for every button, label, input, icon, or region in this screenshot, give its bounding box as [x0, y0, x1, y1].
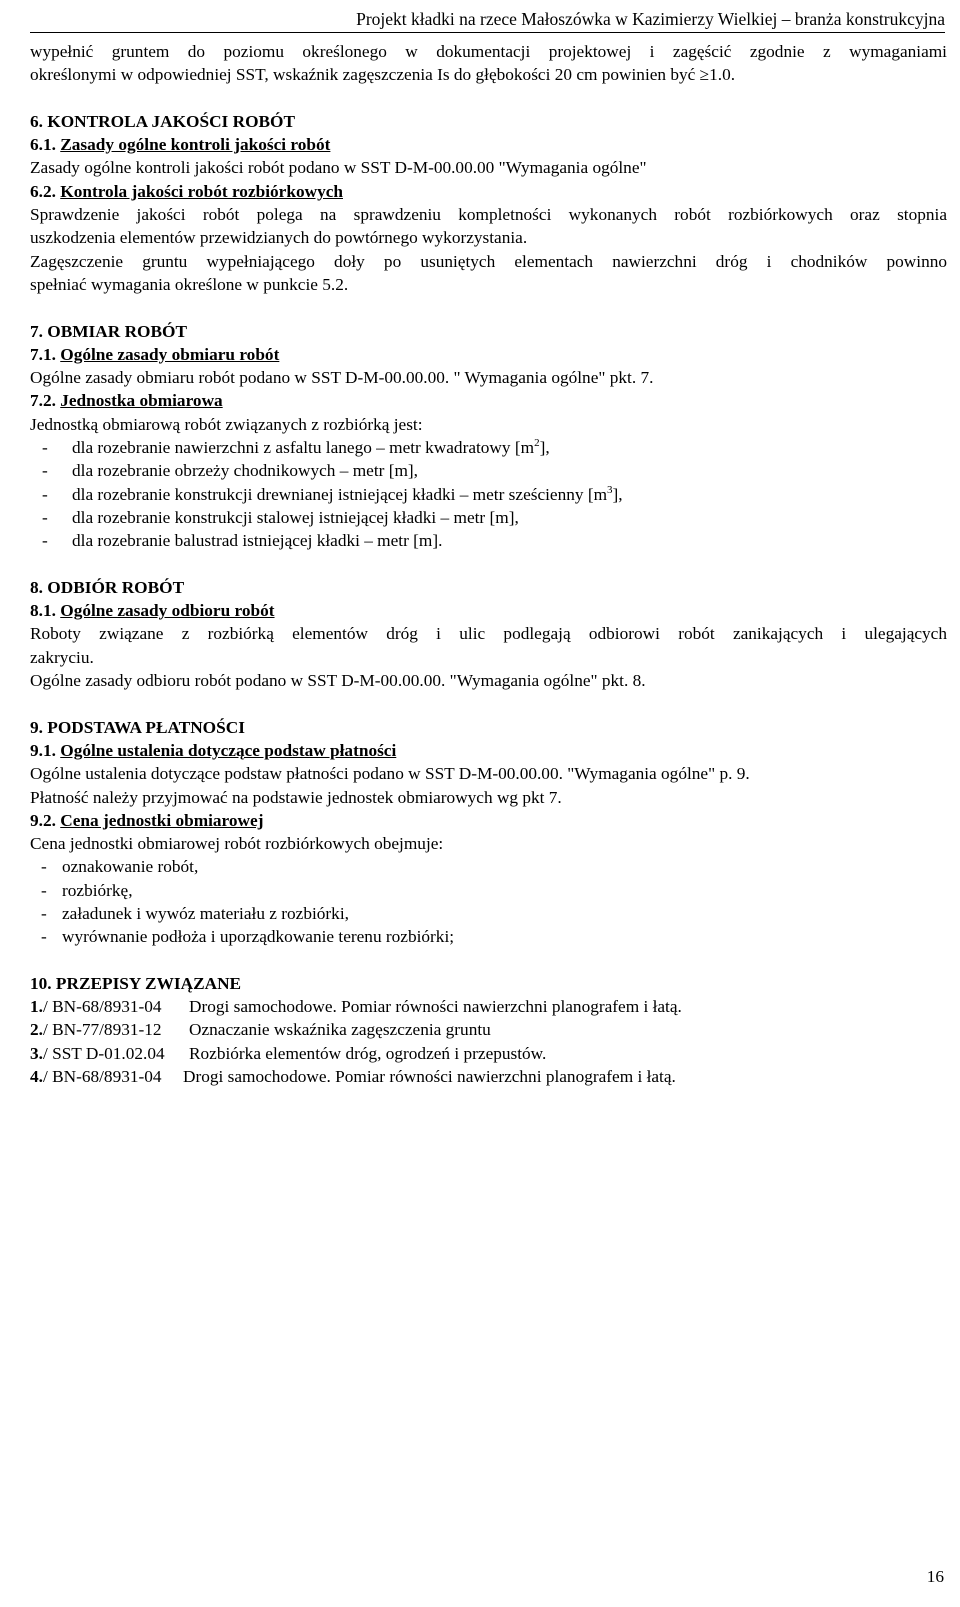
- reference-title: Rozbiórka elementów dróg, ogrodzeń i przepustów.: [189, 1043, 547, 1063]
- section-9-1-para-1: Ogólne ustalenia dotyczące podstaw płatności podano w SST D-M-00.00.00. "Wymagania ogólne" p. 9.: [30, 764, 750, 784]
- list-item-text: rozbiórkę,: [62, 880, 133, 900]
- list-item: [30, 855, 947, 878]
- reference-item: [30, 995, 947, 1018]
- section-6-2-heading: [30, 180, 947, 203]
- list-item: [30, 879, 947, 902]
- dash-marker: -: [42, 507, 48, 527]
- section-9-2-intro: Cena jednostki obmiarowej robót rozbiórkowych obejmuje:: [30, 834, 444, 854]
- spacer: [30, 87, 947, 110]
- reference-number: 1.: [30, 997, 43, 1017]
- section-6-2-number: 6.2.: [30, 181, 56, 201]
- reference-number: 2.: [30, 1020, 43, 1040]
- list-item: [30, 529, 947, 552]
- list-item: [30, 436, 947, 459]
- reference-number: 4.: [30, 1067, 43, 1087]
- section-9-1-number: 9.1.: [30, 740, 56, 760]
- reference-title: Oznaczanie wskaźnika zagęszczenia gruntu: [189, 1020, 491, 1040]
- section-8-1-number: 8.1.: [30, 601, 56, 621]
- superscript: 3: [607, 483, 613, 496]
- section-9-1-title: Ogólne ustalenia dotyczące podstaw płatności: [60, 740, 397, 760]
- section-6-1-number: 6.1.: [30, 135, 56, 155]
- section-6-2-para-2-line-1: Zagęszczenie gruntu wypełniającego doły po usuniętych elementach nawierzchni dróg i chodników powinno: [30, 251, 947, 271]
- section-8-title: 8. ODBIÓR ROBÓT: [30, 577, 185, 597]
- section-9-2-title: Cena jednostki obmiarowej: [60, 810, 264, 830]
- list-item-suffix: ],: [612, 484, 623, 504]
- section-7-2-number: 7.2.: [30, 391, 56, 411]
- list-item: [30, 459, 947, 482]
- reference-code: / BN-77/8931-12: [42, 1020, 162, 1040]
- list-item-text: dla rozebranie konstrukcji stalowej istniejącej kładki – metr [m],: [72, 507, 519, 527]
- list-item-text: oznakowanie robót,: [62, 857, 199, 877]
- header-rule: [30, 32, 945, 33]
- section-6-2-para-1-line-1: Sprawdzenie jakości robót polega na sprawdzeniu kompletności wykonanych robót rozbiórkowych oraz stopnia: [30, 205, 947, 225]
- dash-marker: -: [42, 531, 48, 551]
- section-7-2-heading: [30, 389, 947, 412]
- list-item: [30, 902, 947, 925]
- unit-list: [30, 436, 947, 552]
- section-7-2-title: Jednostka obmiarowa: [60, 391, 223, 411]
- list-item-text: załadunek i wywóz materiału z rozbiórki,: [62, 903, 349, 923]
- section-9-title: 9. PODSTAWA PŁATNOŚCI: [30, 717, 245, 737]
- document-body: [30, 40, 947, 1088]
- section-8-1-para-1-line-1: Roboty związane z rozbiórką elementów dróg i ulic podlegają odbiorowi robót zanikających i ulegających: [30, 624, 947, 644]
- section-6-2-para-1-line-2: uszkodzenia elementów przewidzianych do powtórnego wykorzystania.: [30, 228, 528, 248]
- section-6-1-heading: [30, 133, 947, 156]
- page-header: [0, 0, 960, 36]
- section-8-1-title: Ogólne zasady odbioru robót: [60, 601, 275, 621]
- reference-title: Drogi samochodowe. Pomiar równości nawierzchni planografem i łatą.: [183, 1067, 676, 1087]
- list-item: [30, 483, 947, 506]
- spacer: [30, 949, 947, 972]
- intro-line-2: określonymi w odpowiedniej SST, wskaźnik zagęszczenia Is do głębokości 20 cm powinien być ≥1.0.: [30, 65, 736, 85]
- section-9-1-heading: [30, 739, 947, 762]
- list-item: [30, 506, 947, 529]
- list-item-text: wyrównanie podłoża i uporządkowanie terenu rozbiórki;: [62, 927, 455, 947]
- dash-marker: -: [42, 438, 48, 458]
- section-7-2-intro: Jednostką obmiarową robót związanych z rozbiórką jest:: [30, 414, 423, 434]
- reference-code: / SST D-01.02.04: [42, 1043, 165, 1063]
- section-6-title: 6. KONTROLA JAKOŚCI ROBÓT: [30, 111, 296, 131]
- reference-code: / BN-68/8931-04: [42, 997, 162, 1017]
- section-6-2-title: Kontrola jakości robót rozbiórkowych: [60, 181, 343, 201]
- list-item-text: dla rozebranie nawierzchni z asfaltu lanego – metr kwadratowy [m: [72, 438, 535, 458]
- spacer: [30, 553, 947, 576]
- section-7-1-title: Ogólne zasady obmiaru robót: [60, 344, 280, 364]
- dash-marker: -: [41, 857, 47, 877]
- section-7-1-text: Ogólne zasady obmiaru robót podano w SST D-M-00.00.00. " Wymagania ogólne" pkt. 7.: [30, 368, 654, 388]
- list-item: [30, 925, 947, 948]
- section-8-1-para-2: Ogólne zasady odbioru robót podano w SST D-M-00.00.00. "Wymagania ogólne" pkt. 8.: [30, 671, 646, 691]
- dash-marker: -: [42, 461, 48, 481]
- dash-marker: -: [41, 927, 47, 947]
- section-9-1-para-2: Płatność należy przyjmować na podstawie jednostek obmiarowych wg pkt 7.: [30, 787, 562, 807]
- dash-marker: -: [41, 880, 47, 900]
- page-number: 16: [926, 1567, 944, 1586]
- superscript: 2: [534, 437, 540, 450]
- dash-marker: -: [42, 484, 48, 504]
- reference-item: [30, 1065, 947, 1088]
- price-components-list: [30, 855, 947, 948]
- spacer: [30, 296, 947, 319]
- list-item-text: dla rozebranie obrzeży chodnikowych – metr [m],: [72, 461, 418, 481]
- reference-code: / BN-68/8931-04: [42, 1067, 162, 1087]
- section-10-title: 10. PRZEPISY ZWIĄZANE: [30, 973, 242, 993]
- section-6-1-text: Zasady ogólne kontroli jakości robót podano w SST D-M-00.00.00 "Wymagania ogólne": [30, 158, 647, 178]
- reference-item: [30, 1018, 947, 1041]
- list-item-text: dla rozebranie balustrad istniejącej kładki – metr [m].: [72, 531, 443, 551]
- spacer: [30, 692, 947, 715]
- section-9-2-number: 9.2.: [30, 810, 56, 830]
- reference-number: 3.: [30, 1043, 43, 1063]
- section-7-title: 7. OBMIAR ROBÓT: [30, 321, 187, 341]
- section-7-1-heading: [30, 343, 947, 366]
- section-8-1-para-1-line-2: zakryciu.: [30, 647, 94, 667]
- section-9-2-heading: [30, 809, 947, 832]
- reference-title: Drogi samochodowe. Pomiar równości nawierzchni planografem i łatą.: [189, 997, 682, 1017]
- header-title: Projekt kładki na rzece Małoszówka w Kazimierzy Wielkiej – branża konstrukcyjna: [356, 9, 945, 29]
- list-item-text: dla rozebranie konstrukcji drewnianej istniejącej kładki – metr sześcienny [m: [72, 484, 608, 504]
- section-6-2-para-2-line-2: spełniać wymagania określone w punkcie 5.2.: [30, 274, 349, 294]
- section-7-1-number: 7.1.: [30, 344, 56, 364]
- dash-marker: -: [41, 903, 47, 923]
- section-8-1-heading: [30, 599, 947, 622]
- intro-line-1: wypełnić gruntem do poziomu określonego w dokumentacji projektowej i zagęścić zgodnie z wymaganiami: [30, 42, 947, 61]
- reference-item: [30, 1042, 947, 1065]
- list-item-suffix: ],: [539, 438, 550, 458]
- section-6-1-title: Zasady ogólne kontroli jakości robót: [60, 135, 331, 155]
